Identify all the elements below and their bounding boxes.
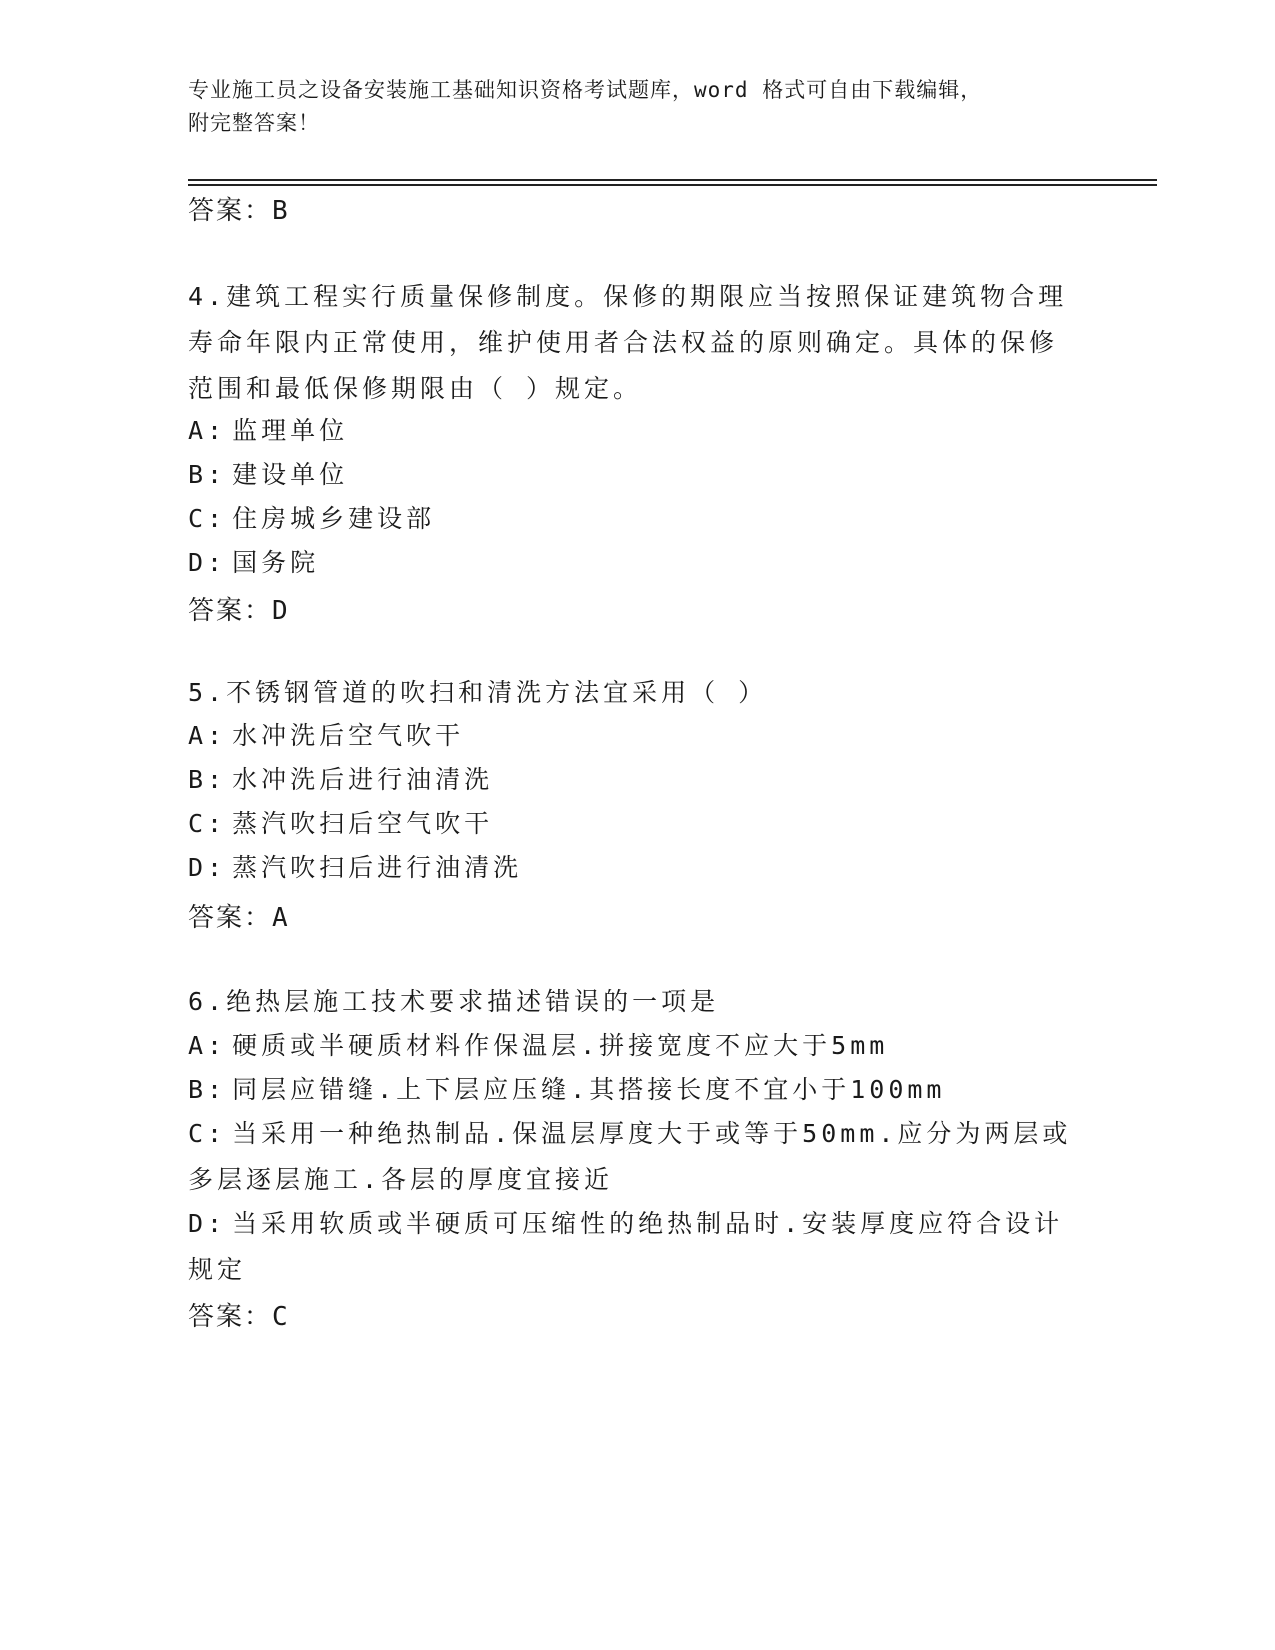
header-divider-top: [188, 179, 1157, 181]
question-6-option-b: [188, 1067, 1088, 1113]
answer-value: A: [272, 903, 290, 933]
option-text: 当采用软质或半硬质可压缩性的绝热制品时.安装厚度应符合设计规定: [188, 1209, 1064, 1284]
answer-label: 答案：: [188, 196, 273, 226]
question-4-option-d: [188, 540, 1088, 586]
option-text: 监理单位: [232, 416, 349, 445]
option-text: 水冲洗后空气吹干: [232, 721, 465, 750]
option-label: D:: [188, 1209, 227, 1238]
question-5-option-d: [188, 845, 1088, 891]
option-label: B:: [188, 765, 227, 794]
answer-value: C: [272, 1302, 290, 1332]
question-5-option-b: [188, 757, 1088, 803]
question-6-answer: [188, 1296, 290, 1333]
answer-value: D: [272, 596, 290, 626]
option-label: A:: [188, 1031, 227, 1060]
option-text: 当采用一种绝热制品.保温层厚度大于或等于50mm.应分为两层或多层逐层施工.各层的厚度宜接近: [188, 1119, 1072, 1194]
question-4-answer: [188, 590, 290, 627]
option-text: 蒸汽吹扫后进行油清洗: [232, 853, 523, 882]
question-6-text: 6.绝热层施工技术要求描述错误的一项是: [188, 987, 720, 1016]
option-label: C:: [188, 1119, 227, 1148]
document-header: [188, 74, 1088, 140]
question-4-option-c: [188, 496, 1088, 542]
option-label: A:: [188, 416, 227, 445]
option-label: D:: [188, 548, 227, 577]
question-5-option-a: [188, 713, 1088, 759]
question-6-option-c: [188, 1111, 1088, 1203]
answer-label: 答案：: [188, 1302, 273, 1332]
question-4-option-a: [188, 408, 1088, 454]
question-6-option-a: [188, 1023, 1088, 1069]
option-text: 建设单位: [232, 460, 349, 489]
question-4-option-b: [188, 452, 1088, 498]
answer-label: 答案：: [188, 903, 273, 933]
option-label: C:: [188, 504, 227, 533]
answer-label: 答案：: [188, 596, 273, 626]
question-5-text: 5.不锈钢管道的吹扫和清洗方法宜采用（ ）: [188, 678, 768, 707]
option-label: D:: [188, 853, 227, 882]
option-text: 蒸汽吹扫后空气吹干: [232, 809, 494, 838]
option-text: 住房城乡建设部: [232, 504, 436, 533]
option-text: 水冲洗后进行油清洗: [232, 765, 494, 794]
option-text: 硬质或半硬质材料作保温层.拼接宽度不应大于5mm: [232, 1031, 889, 1060]
question-5-option-c: [188, 801, 1088, 847]
question-5-answer: [188, 897, 290, 934]
option-label: C:: [188, 809, 227, 838]
option-label: B:: [188, 460, 227, 489]
option-text: 同层应错缝.上下层应压缝.其搭接长度不宜小于100mm: [232, 1075, 946, 1104]
option-text: 国务院: [232, 548, 320, 577]
answer-value: B: [272, 196, 290, 226]
answer-line-prev: [188, 190, 290, 227]
option-label: B:: [188, 1075, 227, 1104]
option-label: A:: [188, 721, 227, 750]
header-line-1: 专业施工员之设备安装施工基础知识资格考试题库，word 格式可自由下载编辑，: [188, 78, 983, 102]
header-line-2: 附完整答案！: [188, 111, 320, 135]
question-6-option-d: [188, 1201, 1088, 1293]
header-divider-bottom: [188, 184, 1157, 186]
question-4-text: 4.建筑工程实行质量保修制度。保修的期限应当按照保证建筑物合理寿命年限内正常使用，维护使用者合法权益的原则确定。具体的保修范围和最低保修期限由（ ）规定。: [188, 282, 1068, 403]
